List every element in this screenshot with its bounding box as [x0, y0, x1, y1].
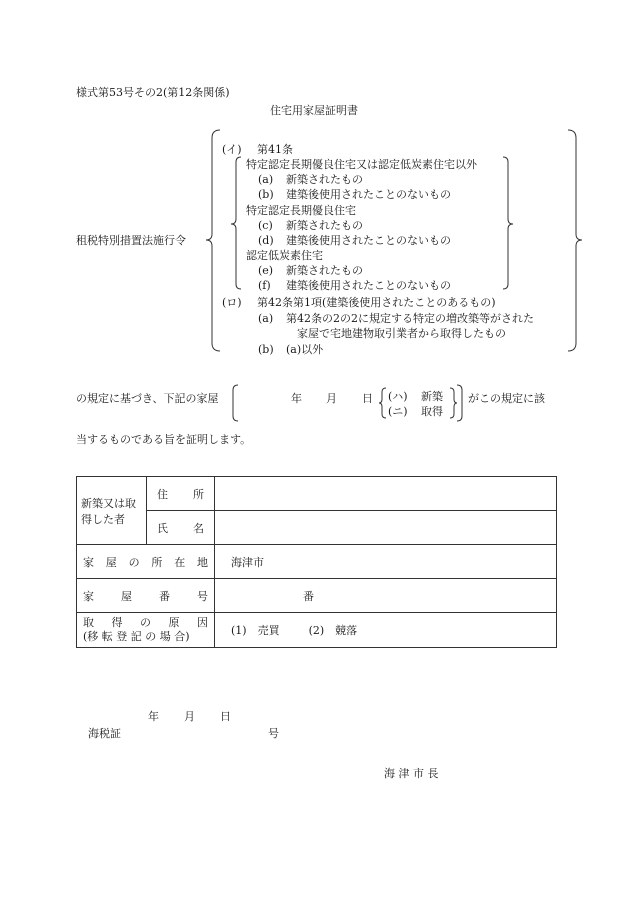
- statement-month: 月: [326, 392, 337, 405]
- option-ha-mark: (ハ): [388, 390, 408, 403]
- ro-item-a-line1: 第42条の2の2に規定する特定の増改築等がされた: [286, 312, 534, 325]
- address-label: 住 所: [147, 477, 215, 511]
- item-b-text: 建築後使用されたことのないもの: [286, 188, 451, 201]
- cause-options: [215, 613, 557, 648]
- acquirer-label: [77, 477, 147, 545]
- clause-i-article: 第41条: [257, 143, 293, 156]
- acquirer-label-line2: 得した者: [81, 512, 125, 526]
- name-label: 氏 名: [147, 511, 215, 545]
- acquirer-label-line1: 新築又は取: [81, 496, 136, 510]
- house-number-label: 家 屋 番 号: [77, 579, 215, 613]
- option-ni-mark: (ニ): [388, 405, 408, 418]
- item-c-mark: (c): [258, 219, 273, 232]
- item-c-text: 新築されたもの: [286, 219, 363, 232]
- document-title: 住宅用家屋証明書: [270, 104, 358, 117]
- cause-option-purchase[interactable]: (1) 売買: [231, 624, 280, 637]
- location-label: 家 屋 の 所 在 地: [77, 545, 215, 579]
- item-d-mark: (d): [258, 234, 274, 247]
- ro-item-b-mark: (b): [258, 343, 274, 356]
- footer-year: 年: [148, 710, 159, 723]
- address-field[interactable]: [215, 477, 557, 511]
- group2-title: 特定認定長期優良住宅: [246, 204, 356, 217]
- cause-label-line2: (移 転 登 記 の 場 合): [83, 630, 190, 643]
- statement-line2: 当するものである旨を証明します。: [76, 433, 252, 446]
- item-d-text: 建築後使用されたことのないもの: [286, 234, 451, 247]
- cause-option-auction[interactable]: (2) 競落: [308, 624, 358, 637]
- house-number-field[interactable]: 番: [215, 579, 557, 613]
- group1-title: 特定認定長期優良住宅又は認定低炭素住宅以外: [246, 158, 477, 171]
- issuer-prefix: 海税証: [88, 727, 121, 740]
- statement-day: 日: [362, 392, 373, 405]
- item-f-text: 建築後使用されたことのないもの: [286, 279, 451, 292]
- signer: 海 津 市 長: [384, 767, 439, 780]
- option-ha-text: 新築: [421, 390, 443, 403]
- ro-item-b-text: (a)以外: [286, 343, 324, 356]
- clause-ro-article: 第42条第1項(建築後使用されたことのあるもの): [257, 296, 496, 309]
- item-f-mark: (f): [258, 279, 271, 292]
- clause-ro-label: (ロ): [222, 296, 242, 309]
- footer-month: 月: [184, 710, 195, 723]
- clause-i-label: (イ): [222, 143, 242, 156]
- item-b-mark: (b): [258, 188, 274, 201]
- item-e-mark: (e): [258, 264, 274, 277]
- item-a-text: 新築されたもの: [286, 173, 363, 186]
- ro-item-a-mark: (a): [258, 312, 274, 325]
- issuer-suffix: 号: [268, 727, 279, 740]
- name-field[interactable]: [215, 511, 557, 545]
- location-field[interactable]: 海津市: [215, 545, 557, 579]
- ro-item-a-line2: 家屋で宅地建物取引業者から取得したもの: [297, 327, 506, 340]
- item-e-text: 新築されたもの: [286, 264, 363, 277]
- certificate-table: [76, 476, 557, 648]
- cause-label: 取 得 の 原 因 (移 転 登 記 の 場 合): [77, 613, 215, 648]
- option-ni-text: 取得: [421, 405, 443, 418]
- group3-title: 認定低炭素住宅: [246, 249, 323, 262]
- footer-day: 日: [220, 710, 231, 723]
- item-a-mark: (a): [258, 173, 274, 186]
- law-name: 租税特別措置法施行令: [76, 234, 186, 247]
- statement-suffix: がこの規定に該: [468, 392, 545, 405]
- statement-year: 年: [291, 392, 302, 405]
- form-number: 様式第53号その2(第12条関係): [76, 86, 230, 99]
- statement-prefix: の規定に基づき、下記の家屋: [76, 392, 219, 405]
